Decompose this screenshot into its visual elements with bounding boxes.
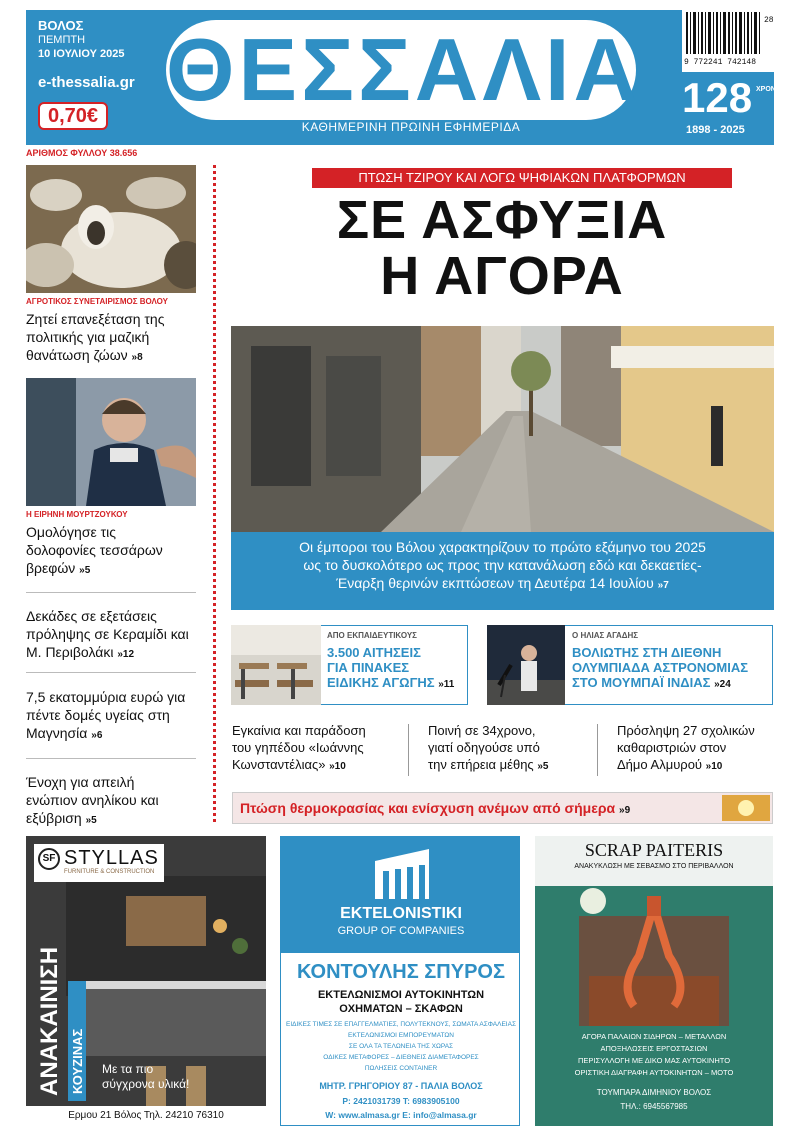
main-headline-line2: Η ΑΓΟΡΑ [380, 246, 624, 306]
brief-1[interactable] [232, 722, 402, 775]
barcode-icon [682, 10, 774, 56]
brief-2[interactable] [428, 722, 588, 775]
sub-story-2-headline[interactable] [572, 645, 748, 692]
masthead-subtitle: ΚΑΘΗΜΕΡΙΝΗ ΠΡΩΙΝΗ ΕΦΗΜΕΡΙΔΑ [301, 120, 521, 134]
ektelonistiki-small-5: ΠΩΛΗΣΕΙΣ CONTAINER [364, 1065, 438, 1072]
page-ref: »5 [79, 565, 91, 576]
page-ref: »6 [91, 730, 103, 741]
left-headline-2-text: Ομολόγησε τις δολοφονίες τεσσάρων βρεφών [26, 524, 163, 576]
scrap-line-1: ΑΓΟΡΑ ΠΑΛΑΙΩΝ ΣΙΔΗΡΩΝ – ΜΕΤΑΛΛΩΝ [581, 1032, 727, 1041]
sheep-icon [26, 165, 196, 293]
ektelonistiki-service-1: ΕΚΤΕΛΩΝΙΣΜΟΙ ΑΥΤΟΚΙΝΗΤΩΝ [317, 989, 485, 1001]
divider [26, 758, 196, 759]
brief-2-line3-wrap [428, 756, 588, 775]
page-ref: »5 [85, 815, 97, 826]
scrap-grapple-icon [579, 896, 729, 1026]
ad-ektelonistiki[interactable] [280, 836, 520, 1126]
main-kicker: ΠΤΩΣΗ ΤΖΙΡΟΥ ΚΑΙ ΛΟΓΩ ΨΗΦΙΑΚΩΝ ΠΛΑΤΦΟΡΜΩΝ [312, 168, 732, 188]
brief-3-line3-wrap [617, 756, 777, 775]
styllas-brand-sub: FURNITURE & CONSTRUCTION [64, 869, 155, 875]
divider [26, 672, 196, 673]
brief-1-line2: του γηπέδου «Ιωάννης [232, 740, 364, 755]
left-headline-3-text: Δεκάδες σε εξετάσεις πρόληψης σε Κεραμίδι και Μ. Περιβολάκι [26, 608, 189, 660]
main-caption-line2: ως το δυσκολότερο ως προς την κατανάλωση εδώ και δεκαετίες- [303, 557, 702, 573]
suspect-photo [26, 378, 196, 506]
ektelonistiki-small-2: ΕΚΤΕΛΩΝΙΣΜΟΙ ΕΜΠΟΡΕΥΜΑΤΩΝ [348, 1032, 454, 1039]
masthead-date: 10 ΙΟΥΛΙΟΥ 2025 [38, 48, 125, 60]
barcode-number: 9 772241 742148 [684, 58, 757, 67]
sub-story-1-headline[interactable] [327, 645, 454, 692]
brief-1-line1: Εγκαίνια και παράδοση [232, 723, 366, 738]
masthead [26, 10, 783, 145]
brief-3[interactable] [617, 722, 777, 775]
sub-story-2-line1: ΒΟΛΙΩΤΗΣ ΣΤΗ ΔΙΕΘΝΗ [572, 645, 722, 660]
left-headline-4-text: 7,5 εκατομμύρια ευρώ για πέντε δομές υγείας στη Μαγνησία [26, 689, 186, 741]
brief-3-line2: καθαριστριών στον [617, 740, 727, 755]
page-ref: »5 [537, 761, 549, 772]
page-ref: »7 [657, 580, 669, 591]
scrap-line-4: ΟΡΙΣΤΙΚΗ ΔΙΑΓΡΑΦΗ ΑΥΤΟΚΙΝΗΤΩΝ – ΜΟΤΟ [574, 1068, 734, 1077]
main-caption-line3: Έναρξη θερινών εκπτώσεων τη Δευτέρα 14 Ιουλίου [336, 575, 654, 591]
barcode-issue: 28 [764, 16, 774, 25]
page-ref: »10 [705, 761, 723, 772]
price-badge: 0,70€ [38, 102, 108, 130]
ektelonistiki-service-2: ΟΧΗΜΑΤΩΝ – ΣΚΑΦΩΝ [339, 1003, 463, 1015]
scrap-address: ΤΟΥΜΠΑΡΑ ΔΙΜΗΝΙΟΥ ΒΟΛΟΣ [596, 1088, 712, 1097]
weather-headline [240, 800, 630, 816]
masthead-website[interactable]: e-thessalia.gr [38, 74, 135, 91]
divider [408, 724, 409, 776]
page-ref: »9 [619, 805, 631, 816]
ektelonistiki-web[interactable]: W: www.almasa.gr E: info@almasa.gr [325, 1110, 477, 1120]
left-kicker-2: Η ΕΙΡΗΝΗ ΜΟΥΡΤΖΟΥΚΟΥ [26, 510, 128, 519]
sub-story-2-line2: ΟΛΥΜΠΙΑΔΑ ΑΣΤΡΟΝΟΜΙΑΣ [572, 660, 749, 675]
main-caption-line3-wrap [231, 574, 774, 595]
issue-number: ΑΡΙΘΜΟΣ ΦΥΛΛΟΥ 38.656 [26, 148, 138, 158]
sheep-photo [26, 165, 196, 293]
sub-story-1-line3-wrap [327, 675, 454, 692]
brief-2-line1: Ποινή σε 34χρονο, [428, 723, 536, 738]
left-headline-3[interactable] [26, 607, 206, 664]
left-headline-5[interactable] [26, 773, 176, 830]
brief-2-line2: γιατί οδηγούσε υπό [428, 740, 540, 755]
ektelonistiki-name: ΚΟΝΤΟΥΛΗΣ ΣΠΥΡΟΣ [297, 961, 505, 983]
masthead-city: ΒΟΛΟΣ [38, 18, 84, 33]
ektelonistiki-brand-sub: GROUP OF COMPANIES [337, 925, 465, 937]
classroom-photo [231, 625, 321, 705]
classroom-icon [231, 625, 321, 705]
divider [597, 724, 598, 776]
years-number: 128 [682, 74, 753, 121]
brief-3-line1: Πρόσληψη 27 σχολικών [617, 723, 755, 738]
scrap-brand: SCRAP PAITERIS [584, 840, 724, 860]
left-kicker-1: ΑΓΡΟΤΙΚΟΣ ΣΥΝΕΤΑΙΡΙΣΜΟΣ ΒΟΛΟΥ [26, 297, 168, 306]
brief-3-line3: Δήμο Αλμυρού [617, 757, 703, 772]
styllas-logo-icon: SF [38, 848, 60, 870]
divider [26, 592, 196, 593]
building-icon [371, 847, 433, 901]
left-headline-1-text: Ζητεί επανεξέταση της πολιτικής για μαζική θανάτωση ζώων [26, 311, 165, 363]
main-caption[interactable] [231, 532, 774, 610]
scrap-line-3: ΠΕΡΙΣΥΛΛΟΓΗ ΜΕ ΔΙΚΟ ΜΑΣ ΑΥΤΟΚΙΝΗΤΟ [577, 1056, 731, 1065]
page-ref: »12 [117, 649, 135, 660]
main-headline-line1: ΣΕ ΑΣΦΥΞΙΑ [336, 190, 668, 250]
sub-story-1-kicker: ΑΠΟ ΕΚΠΑΙΔΕΥΤΙΚΟΥΣ [327, 631, 417, 640]
ektelonistiki-brand: EKTELONISTIKI [340, 905, 462, 922]
scrap-line-2: ΑΠΟΞΗΛΩΣΕΙΣ ΕΡΓΟΣΤΑΣΙΩΝ [600, 1044, 708, 1053]
main-caption-line1: Οι έμποροι του Βόλου χαρακτηρίζουν το πρώτο εξάμηνο του 2025 [299, 539, 706, 555]
sub-story-2-line3: ΣΤΟ ΜΟΥΜΠΑΪ ΙΝΔΙΑΣ [572, 675, 711, 690]
ektelonistiki-small-3: ΣΕ ΟΛΑ ΤΑ ΤΕΛΩΝΕΙΑ ΤΗΣ ΧΩΡΑΣ [348, 1043, 454, 1050]
years-word: ΧΡΟΝΙΑ [756, 86, 783, 93]
sub-story-2-kicker: Ο ΗΛΙΑΣ ΑΓΑΔΗΣ [572, 631, 639, 640]
ektelonistiki-address: ΜΗΤΡ. ΓΡΗΓΟΡΙΟΥ 87 - ΠΑΛΙΑ ΒΟΛΟΣ [319, 1081, 483, 1091]
masthead-day: ΠΕΜΠΤΗ [38, 34, 86, 46]
styllas-brand: STYLLAS [64, 847, 159, 869]
page-ref: »24 [714, 679, 731, 690]
sub-story-1-line1: 3.500 ΑΙΤΗΣΕΙΣ [327, 645, 421, 660]
sub-story-2-line3-wrap [572, 675, 748, 692]
market-street-photo [231, 326, 774, 532]
styllas-vertical-1 [36, 1036, 64, 1096]
left-headline-2[interactable] [26, 523, 186, 580]
scrap-phone: ΤΗΛ.: 6945567985 [620, 1102, 688, 1111]
left-headline-4[interactable] [26, 688, 206, 745]
brief-2-line3: την επήρεια μέθης [428, 757, 534, 772]
column-divider [213, 165, 216, 825]
weather-text: Πτώση θερμοκρασίας και ενίσχυση ανέμων από σήμερα [240, 800, 616, 816]
brief-1-line3: Κωνσταντέλιας» [232, 757, 326, 772]
ad-scrap-paiteris[interactable] [535, 836, 773, 1126]
styllas-address: Ερμου 21 Βόλος Τηλ. 24210 76310 [26, 1106, 266, 1126]
ektelonistiki-phone: Ρ: 2421031739 Τ: 6983905100 [342, 1096, 460, 1106]
page-ref: »11 [438, 679, 455, 690]
sun-icon [722, 795, 770, 821]
scrap-tagline: ΑΝΑΚΥΚΛΩΣΗ ΜΕ ΣΕΒΑΣΜΟ ΣΤΟ ΠΕΡΙΒΑΛΛΟΝ [574, 863, 734, 870]
page-ref: »8 [131, 352, 143, 363]
page-ref: »10 [329, 761, 346, 772]
main-headline[interactable] [232, 192, 772, 304]
brief-1-line3-wrap [232, 756, 402, 775]
styllas-slogan-2: σύγχρονα υλικά! [102, 1077, 190, 1091]
astronomy-photo [487, 625, 565, 705]
styllas-slogan-1: Με τα πιο [102, 1062, 154, 1076]
street-icon [231, 326, 774, 532]
ektelonistiki-small-4: ΟΔΙΚΕΣ ΜΕΤΑΦΟΡΕΣ – ΔΙΕΘΝΕΙΣ ΔΙΑΜΕΤΑΦΟΡΕΣ [323, 1054, 479, 1061]
ektelonistiki-small-1: ΕΙΔΙΚΕΣ ΤΙΜΕΣ ΣΕ ΕΠΑΓΓΕΛΜΑΤΙΕΣ, ΠΟΛΥΤΕΚΝΟΥΣ, ΣΩΜΑΤΑ ΑΣΦΑΛΕΙΑΣ [286, 1021, 516, 1028]
person-icon [26, 378, 196, 506]
sub-story-1-line2: ΓΙΑ ΠΙΝΑΚΕΣ [327, 660, 410, 675]
newspaper-logo: ΘΕΣΣΑΛΙΑ [166, 20, 642, 119]
ad-styllas[interactable] [26, 836, 266, 1126]
sub-story-1-line3: ΕΙΔΙΚΗΣ ΑΓΩΓΗΣ [327, 675, 435, 690]
left-headline-1[interactable] [26, 310, 206, 367]
telescope-icon [487, 625, 565, 705]
left-headline-5-text: Ένοχη για απειλή ενώπιον ανηλίκου και εξύβριση [26, 774, 159, 826]
years-range: 1898 - 2025 [686, 124, 745, 136]
styllas-vertical-2: ΚΟΥΖΙΝΑΣ [70, 1028, 85, 1094]
